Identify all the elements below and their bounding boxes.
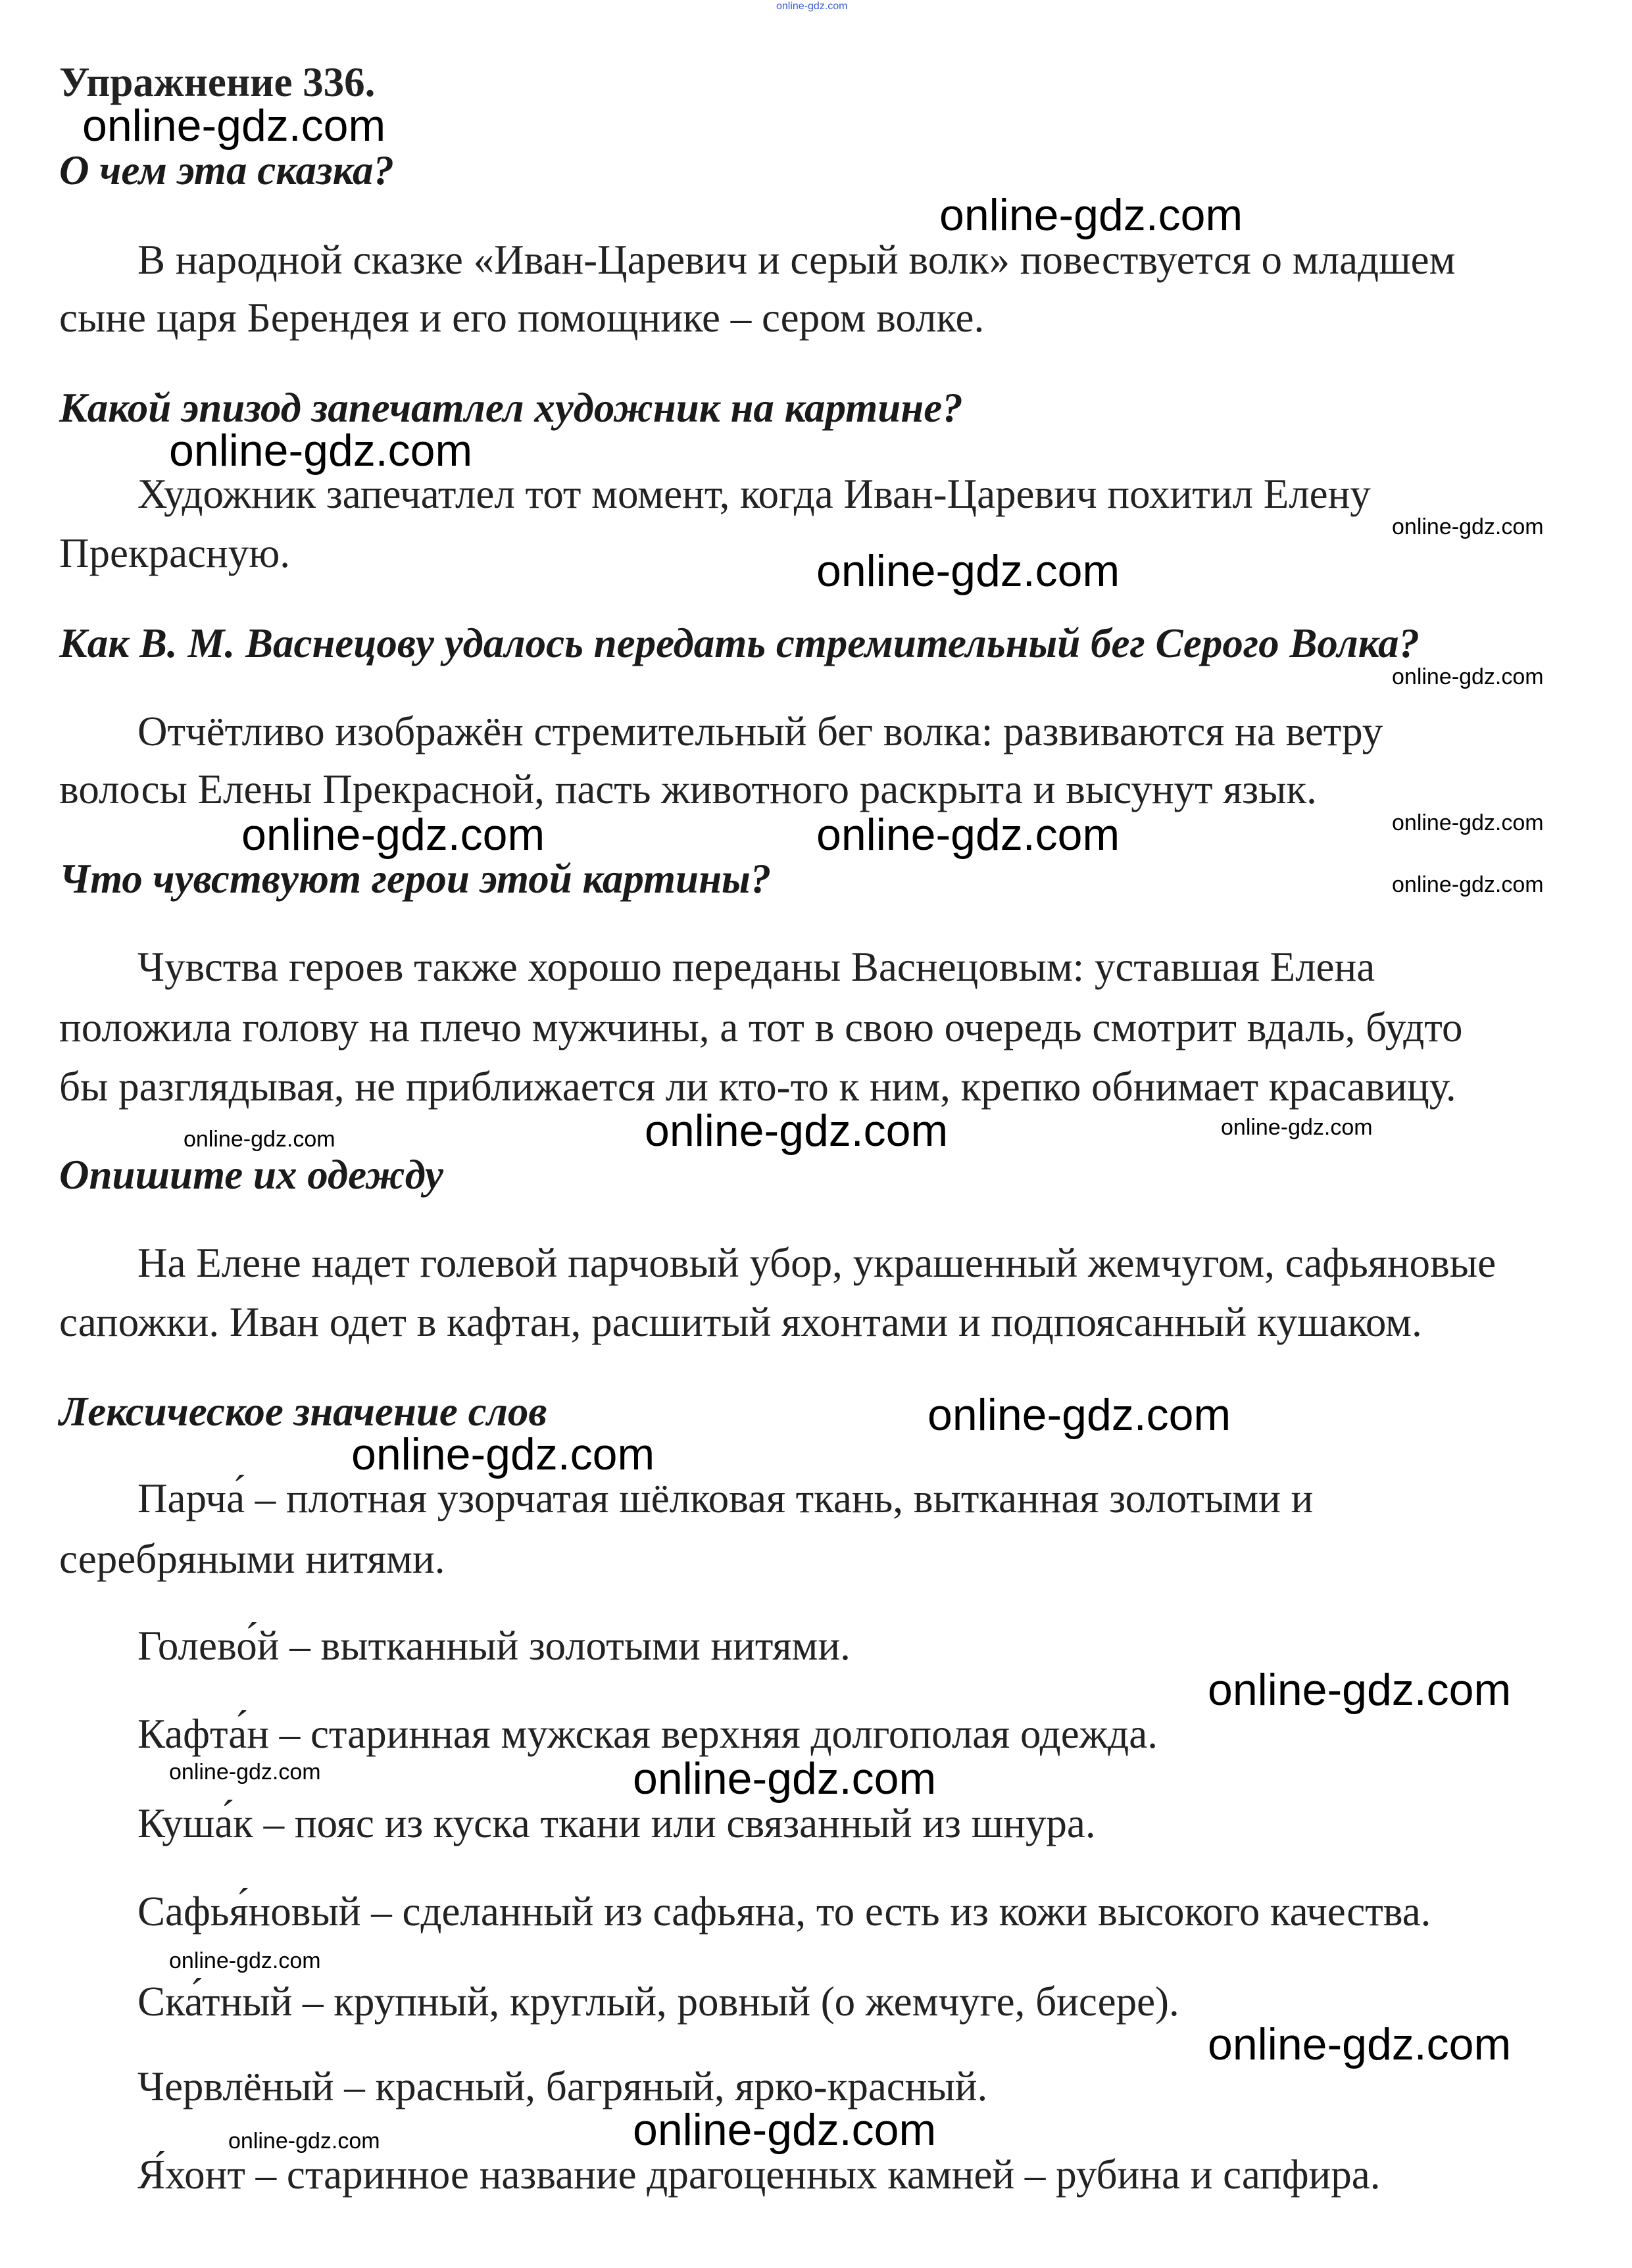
watermark: online-gdz.com	[169, 1948, 321, 1973]
watermark: online-gdz.com	[228, 2129, 380, 2154]
watermark: online-gdz.com	[169, 426, 473, 476]
text-line: На Елене надет голевой парчовый убор, украшенный жемчугом, сафьяновые	[137, 1240, 1496, 1286]
text-line: Отчётливо изображён стремительный бег волка: развиваются на ветру	[137, 708, 1383, 754]
text-line: Художник запечатлел тот момент, когда Иван-Царевич похитил Елену	[137, 471, 1371, 517]
definition-line: серебряными нитями.	[59, 1536, 445, 1582]
watermark: online-gdz.com	[1392, 514, 1544, 539]
watermark: online-gdz.com	[939, 190, 1243, 240]
text-line: Чувства героев также хорошо переданы Васнецовым: уставшая Елена	[137, 944, 1375, 990]
watermark: online-gdz.com	[169, 1760, 321, 1785]
text-line: сыне царя Берендея и его помощнике – сером волке.	[59, 295, 985, 341]
definition-line: Парча́ – плотная узорчатая шёлковая ткань, вытканная золотыми и	[137, 1475, 1314, 1521]
watermark: online-gdz.com	[1208, 2019, 1512, 2069]
definition-line: Ска́тный – крупный, круглый, ровный (о жемчуге, бисере).	[137, 1979, 1179, 2025]
exercise-title: Упражнение 336.	[59, 59, 376, 105]
watermark: online-gdz.com	[1208, 1665, 1512, 1715]
watermark: online-gdz.com	[82, 101, 386, 151]
question-heading: Какой эпизод запечатлел художник на картине?	[59, 385, 963, 431]
question-heading: Как В. М. Васнецову удалось передать стремительный бег Серого Волка?	[59, 620, 1420, 666]
watermark-tiny: online-gdz.com	[776, 1, 848, 12]
watermark: online-gdz.com	[241, 810, 545, 860]
definition-line: Я́хонт – старинное название драгоценных камней – рубина и сапфира.	[137, 2152, 1381, 2198]
text-line: бы разглядывая, не приближается ли кто-то к ним, крепко обнимает красавицу.	[59, 1064, 1456, 1110]
definition-line: Сафья́новый – сделанный из сафьяна, то есть из кожи высокого качества.	[137, 1888, 1431, 1935]
text-line: сапожки. Иван одет в кафтан, расшитый яхонтами и подпоясанный кушаком.	[59, 1299, 1422, 1345]
question-heading: О чем эта сказка?	[59, 147, 394, 193]
text-line: положила голову на плечо мужчины, а тот в свою очередь смотрит вдаль, будто	[59, 1004, 1463, 1050]
watermark: online-gdz.com	[633, 1754, 937, 1804]
watermark: online-gdz.com	[645, 1106, 949, 1156]
question-heading: Опишите их одежду	[59, 1152, 443, 1198]
text-line: В народной сказке «Иван-Царевич и серый волк» повествуется о младшем	[137, 237, 1456, 283]
definition-line: Червлёный – красный, багряный, ярко-красный.	[137, 2063, 988, 2109]
watermark: online-gdz.com	[184, 1127, 335, 1152]
definition-line: Куша́к – пояс из куска ткани или связанный из шнура.	[137, 1800, 1096, 1846]
watermark: online-gdz.com	[1221, 1115, 1373, 1140]
watermark: online-gdz.com	[1392, 872, 1544, 897]
watermark: online-gdz.com	[1392, 810, 1544, 835]
question-heading: Что чувствуют герои этой картины?	[59, 856, 772, 902]
definition-line: Кафта́н – старинная мужская верхняя долгополая одежда.	[137, 1711, 1158, 1757]
text-line: волосы Елены Прекрасной, пасть животного раскрыта и высунут язык.	[59, 766, 1317, 812]
definition-line: Голево́й – вытканный золотыми нитями.	[137, 1623, 851, 1669]
watermark: online-gdz.com	[633, 2105, 937, 2155]
watermark: online-gdz.com	[1392, 664, 1544, 689]
watermark: online-gdz.com	[816, 546, 1120, 596]
watermark: online-gdz.com	[351, 1429, 655, 1479]
watermark: online-gdz.com	[816, 810, 1120, 860]
watermark: online-gdz.com	[927, 1390, 1231, 1440]
question-heading: Лексическое значение слов	[59, 1389, 547, 1435]
text-line: Прекрасную.	[59, 530, 291, 576]
